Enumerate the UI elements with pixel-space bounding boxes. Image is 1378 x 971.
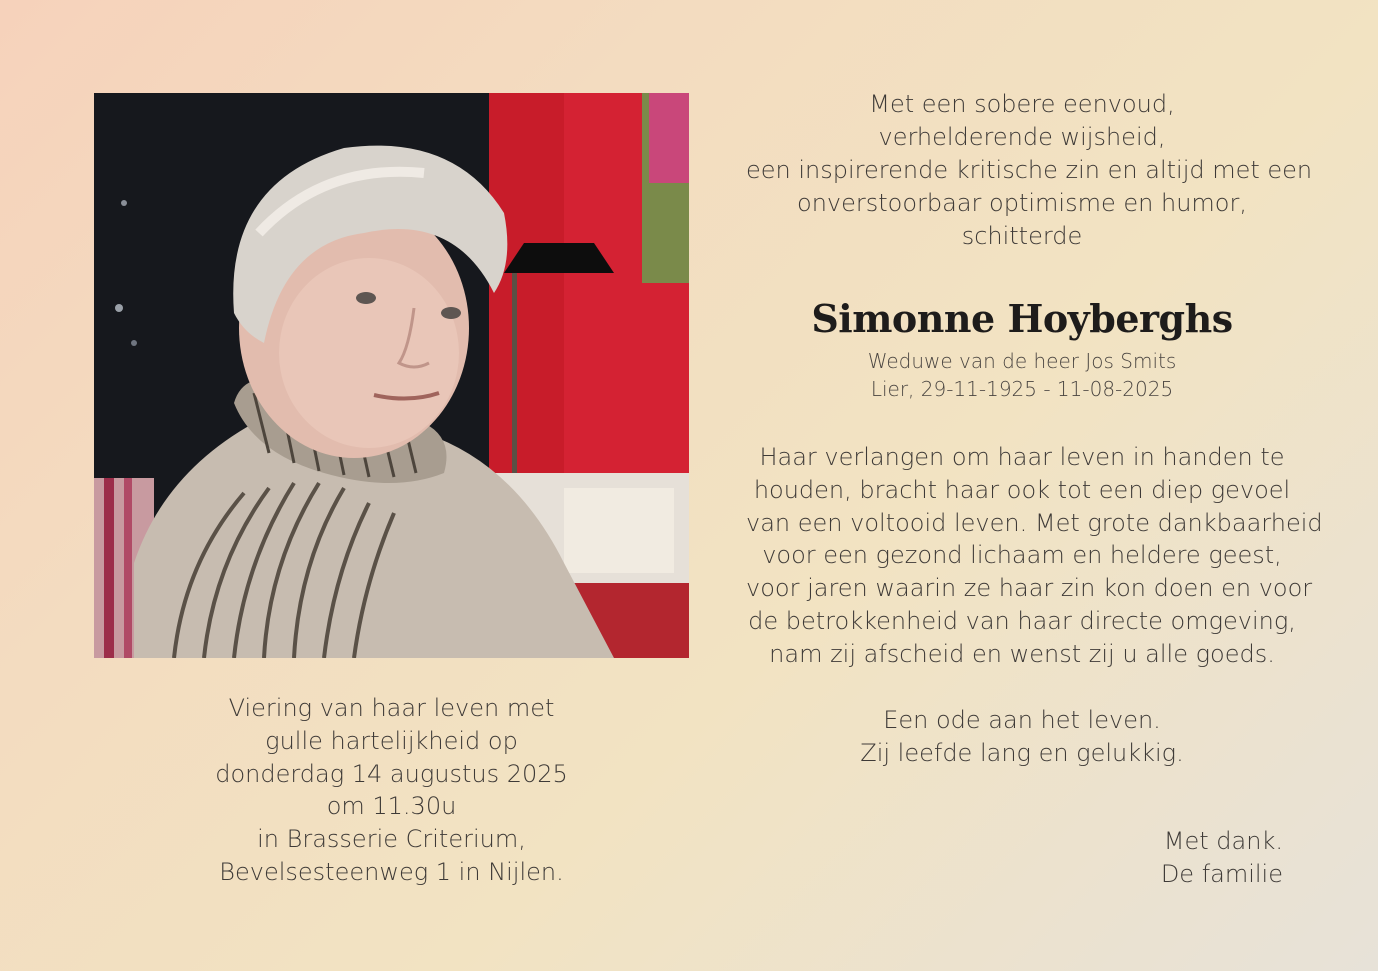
portrait-illustration xyxy=(94,93,689,658)
poem-line: Met een sobere eenvoud, xyxy=(869,90,1175,118)
ceremony-address: Bevelsesteenweg 1 in Nijlen. xyxy=(219,857,564,886)
ode-line: Zij leefde lang en gelukkig. xyxy=(860,738,1184,767)
message-line: van een voltooid leven. Met grote dankbaarheid xyxy=(746,508,1323,537)
ceremony-date: donderdag 14 augustus 2025 xyxy=(215,759,568,788)
spouse-line: Weduwe van de heer Jos Smits xyxy=(867,349,1177,373)
ode-text xyxy=(746,704,1298,770)
poem-line: onverstoorbaar optimisme en humor, xyxy=(797,189,1247,217)
ceremony-line: Viering van haar leven met xyxy=(228,694,555,722)
thanks-line: Met dank. xyxy=(1163,827,1283,855)
message-line: voor jaren waarin ze haar zin kon doen en voor xyxy=(746,574,1313,603)
message-line: houden, bracht haar ook tot een diep gevoel xyxy=(753,475,1291,504)
ceremony-venue: in Brasserie Criterium, xyxy=(257,825,526,854)
message-line: nam zij afscheid en wenst zij u alle goeds. xyxy=(769,639,1275,668)
ode-line: Een ode aan het leven. xyxy=(883,705,1161,734)
poem-line: een inspirerende kritische zin en altijd met een xyxy=(746,156,1313,184)
message-line: de betrokkenheid van haar directe omgeving, xyxy=(748,606,1296,635)
closing-thanks xyxy=(1161,825,1283,891)
ceremony-time: om 11.30u xyxy=(326,792,457,821)
ceremony-line: gulle hartelijkheid op xyxy=(265,726,518,755)
family-signature: De familie xyxy=(1160,860,1283,888)
opening-poem xyxy=(746,88,1313,253)
ceremony-details xyxy=(94,692,689,889)
poem-line: schitterde xyxy=(961,222,1083,250)
portrait-photo xyxy=(94,93,689,658)
poem-line: verhelderende wijsheid, xyxy=(878,123,1166,151)
life-dates: Lier, 29-11-1925 - 11-08-2025 xyxy=(870,377,1174,401)
main-text-column xyxy=(746,88,1323,770)
message-line: Haar verlangen om haar leven in handen te xyxy=(759,443,1285,471)
deceased-name: Simonne Hoyberghs xyxy=(811,296,1233,341)
farewell-message xyxy=(746,441,1323,671)
message-line: voor een gezond lichaam en heldere geest, xyxy=(762,541,1282,570)
